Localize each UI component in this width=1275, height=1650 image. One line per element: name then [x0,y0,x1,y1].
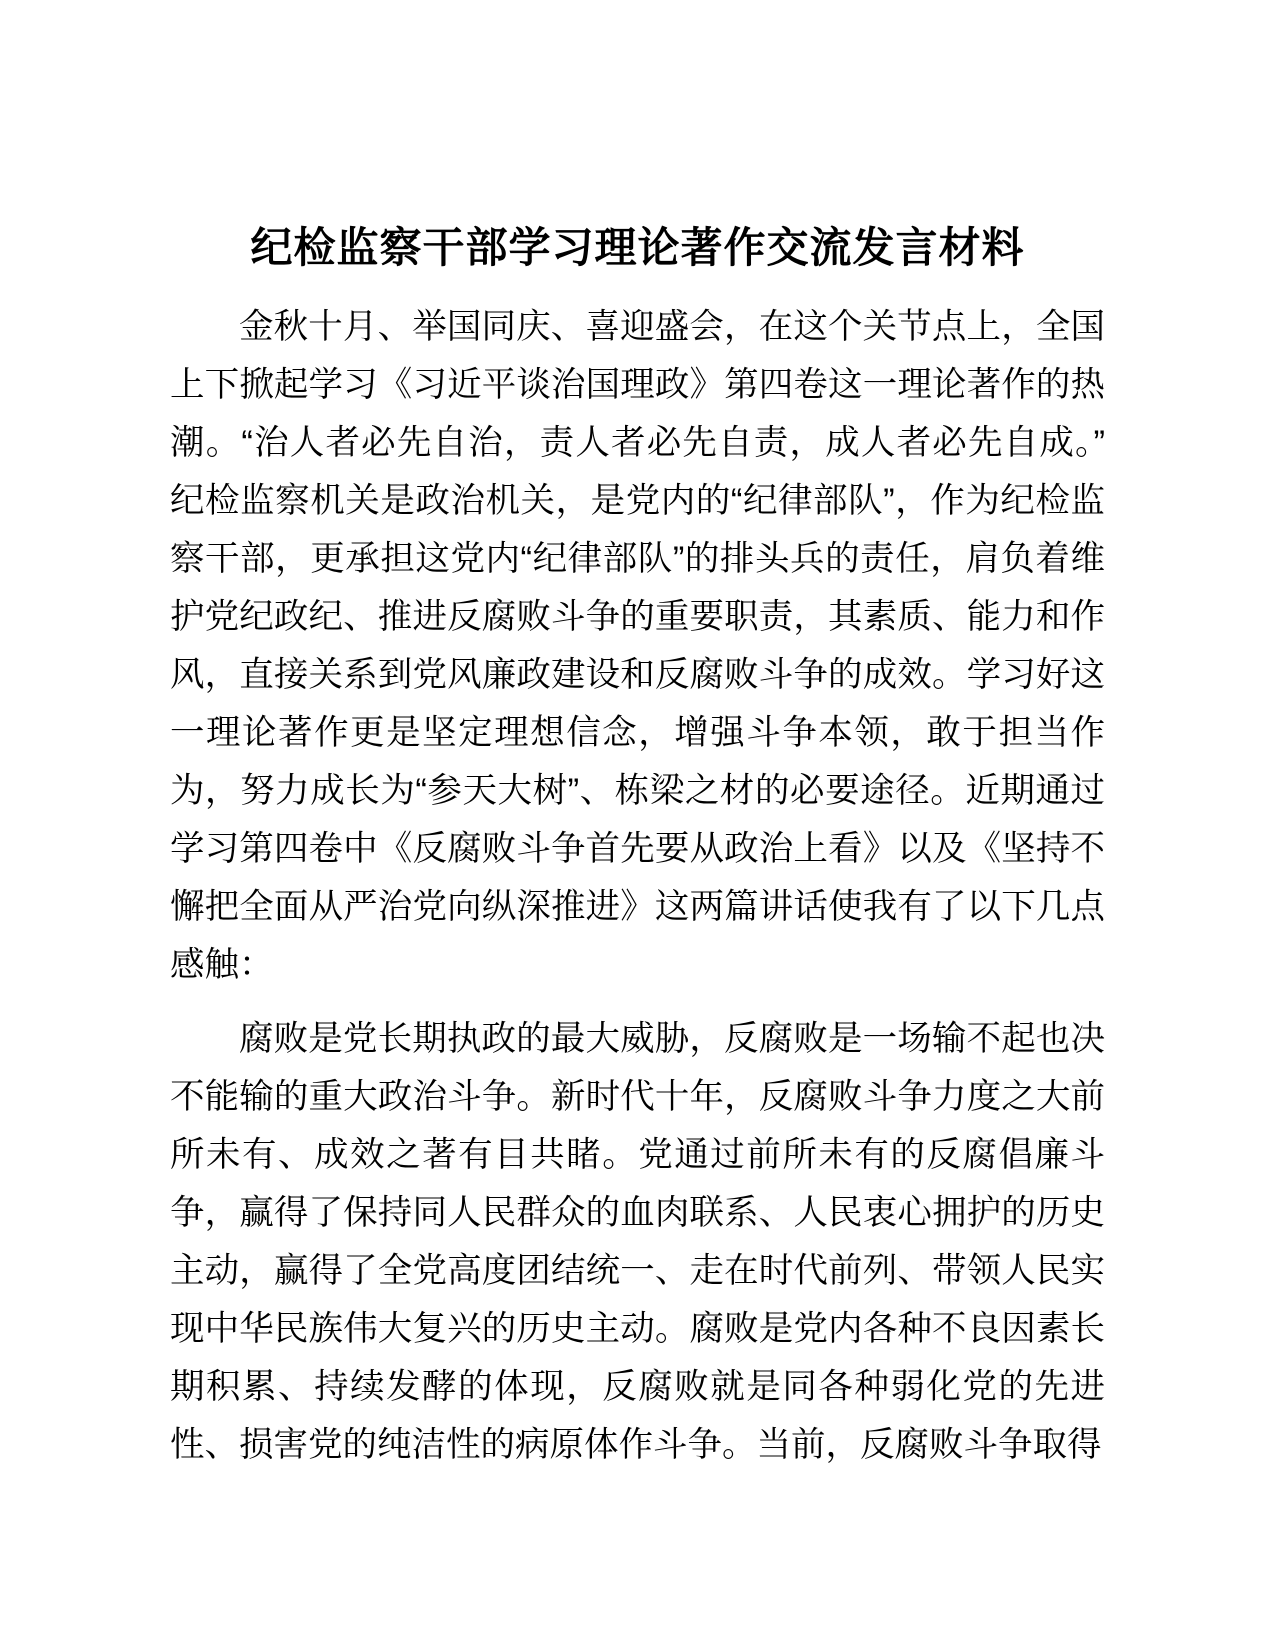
paragraph-body: 腐败是党长期执政的最大威胁，反腐败是一场输不起也决不能输的重大政治斗争。新时代十年，反腐败斗争力度之大前所未有、成效之著有目共睹。党通过前所未有的反腐倡廉斗争，赢得了保持同人民群众的血肉联系、人民衷心拥护的历史主动，赢得了全党高度团结统一、走在时代前列、带领人民实现中华民族伟大复兴的历史主动。腐败是党内各种不良因素长期积累、持续发酵的体现，反腐败就是同各种弱化党的先进性、损害党的纯洁性的病原体作斗争。当前，反腐败斗争取得 [170,1020,1105,1464]
paragraph-intro: 金秋十月、举国同庆、喜迎盛会，在这个关节点上，全国上下掀起学习《习近平谈治国理政》第四卷这一理论著作的热潮。“治人者必先自治，责人者必先自责，成人者必先自成。”纪检监察机关是政治机关，是党内的“纪律部队”，作为纪检监察干部，更承担这党内“纪律部队”的排头兵的责任，肩负着维护党纪政纪、推进反腐败斗争的重要职责，其素质、能力和作风，直接关系到党风廉政建设和反腐败斗争的成效。学习好这一理论著作更是坚定理想信念，增强斗争本领，敢于担当作为，努力成长为“参天大树”、栋梁之材的必要途径。近期通过学习第四卷中《反腐败斗争首先要从政治上看》以及《坚持不懈把全面从严治党向纵深推进》这两篇讲话使我有了以下几点感触： [170,308,1105,984]
document-title: 纪检监察干部学习理论著作交流发言材料 [250,224,1025,271]
